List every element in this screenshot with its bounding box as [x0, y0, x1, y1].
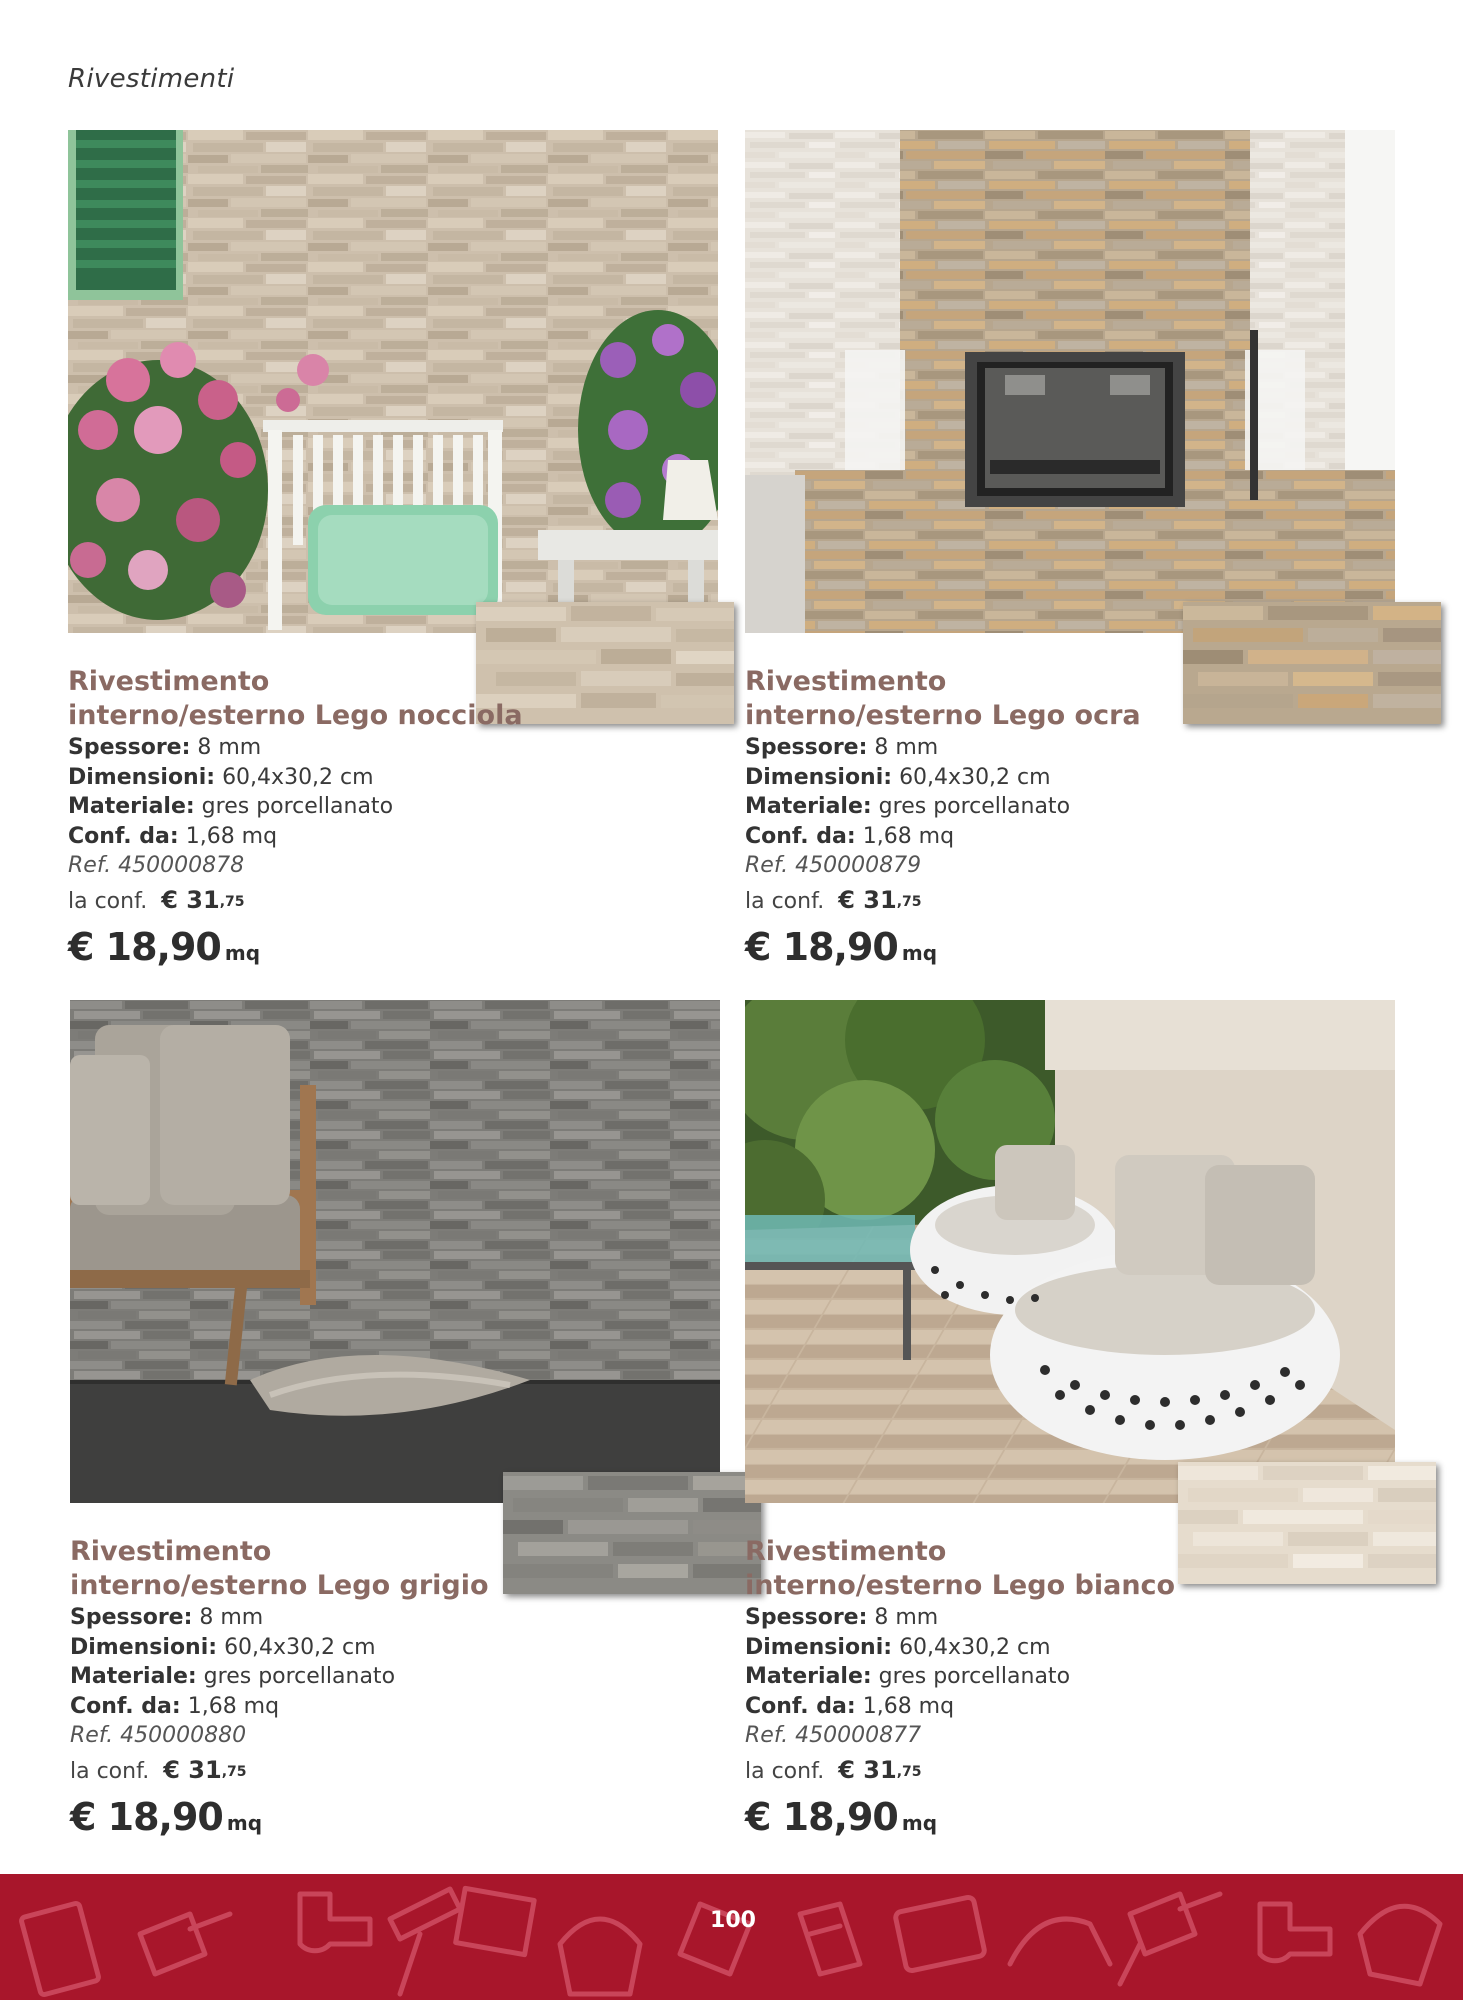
spec-spessore: Spessore: 8 mm	[745, 735, 939, 760]
product-card-bianco[interactable]	[745, 1000, 1425, 1860]
product-card-grigio[interactable]	[70, 1000, 750, 1860]
spec-materiale: Materiale: gres porcellanato	[68, 794, 394, 819]
product-info-grigio	[70, 1535, 670, 1839]
spec-conf: Conf. da: 1,68 mq	[745, 823, 955, 849]
product-info-bianco	[745, 1535, 1345, 1839]
product-card-nocciola[interactable]	[68, 130, 748, 990]
spec-materiale: Materiale: gres porcellanato	[745, 794, 1071, 819]
spec-spessore: Spessore: 8 mm	[70, 1605, 264, 1630]
spec-dimensioni: Dimensioni: 60,4x30,2 cm	[70, 1634, 376, 1660]
spec-dimensioni: Dimensioni: 60,4x30,2 cm	[68, 764, 374, 790]
product-ref: Ref. 450000880	[70, 1723, 247, 1748]
spec-conf: Conf. da: 1,68 mq	[70, 1693, 280, 1719]
product-photo-bianco	[745, 1000, 1395, 1503]
conf-price: la conf. € $31^{,75}$	[745, 1755, 922, 1784]
product-photo-ocra	[745, 130, 1395, 633]
tools-pattern-icon	[0, 1874, 1466, 2000]
unit-price: € 18,90 mq	[68, 924, 261, 969]
product-ref: Ref. 450000877	[745, 1723, 922, 1748]
product-ref: Ref. 450000878	[68, 853, 245, 878]
product-card-ocra[interactable]	[745, 130, 1425, 990]
spec-conf: Conf. da: 1,68 mq	[745, 1693, 955, 1719]
product-ref: Ref. 450000879	[745, 853, 922, 878]
page-footer	[0, 1874, 1466, 2000]
conf-price: la conf. € $31^{,75}$	[70, 1755, 247, 1784]
page-number: 100	[710, 1908, 756, 1933]
product-photo-grigio	[70, 1000, 720, 1503]
unit-price: € 18,90 mq	[70, 1794, 263, 1839]
spec-spessore: Spessore: 8 mm	[68, 735, 262, 760]
product-title: Rivestimento interno/esterno Lego bianco	[745, 1536, 1176, 1601]
product-title: Rivestimento interno/esterno Lego grigio	[70, 1536, 489, 1601]
unit-price: € 18,90 mq	[745, 924, 938, 969]
spec-materiale: Materiale: gres porcellanato	[745, 1664, 1071, 1689]
product-photo-nocciola	[68, 130, 718, 633]
spec-dimensioni: Dimensioni: 60,4x30,2 cm	[745, 764, 1051, 790]
product-info-ocra	[745, 665, 1345, 969]
product-title: Rivestimento interno/esterno Lego ocra	[745, 666, 1141, 731]
spec-spessore: Spessore: 8 mm	[745, 1605, 939, 1630]
spec-conf: Conf. da: 1,68 mq	[68, 823, 278, 849]
unit-price: € 18,90 mq	[745, 1794, 938, 1839]
product-info-nocciola	[68, 665, 668, 969]
spec-dimensioni: Dimensioni: 60,4x30,2 cm	[745, 1634, 1051, 1660]
section-title: Rivestimenti	[68, 64, 235, 94]
conf-price: la conf. € $31^{,75}$	[745, 885, 922, 914]
spec-materiale: Materiale: gres porcellanato	[70, 1664, 396, 1689]
product-title: Rivestimento interno/esterno Lego nocciola	[68, 666, 523, 731]
conf-price: la conf. € $31^{,75}$	[68, 885, 245, 914]
